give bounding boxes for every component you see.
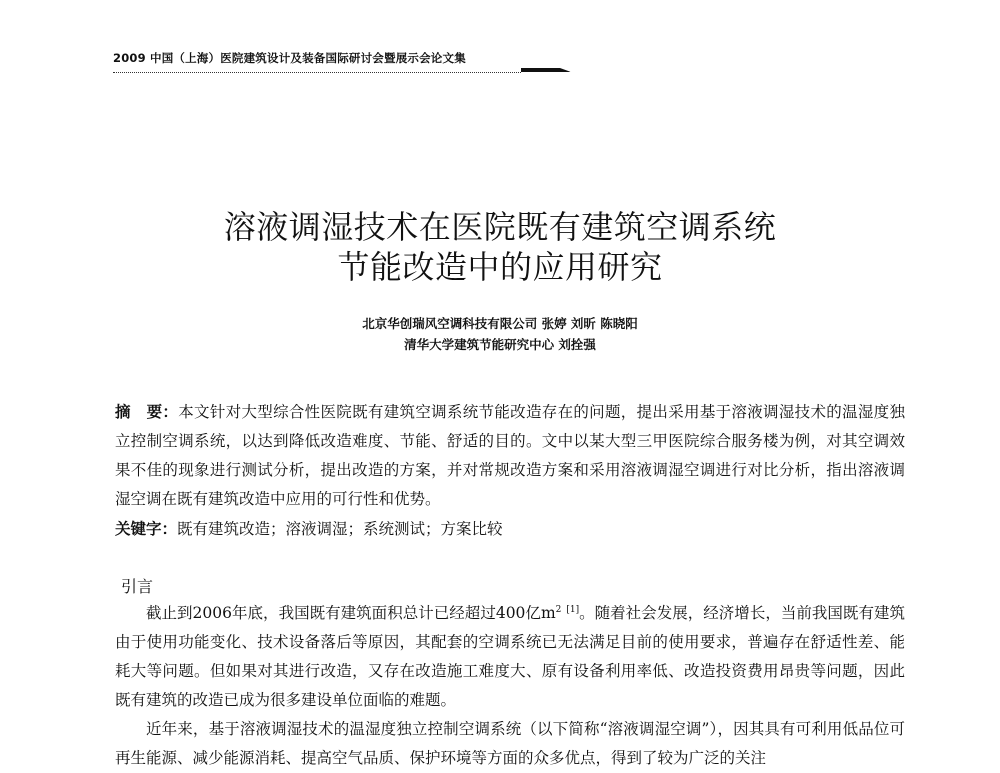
section-heading-introduction: 引言 [121,577,154,596]
header-dotted-rule [113,72,521,73]
keywords-text: 既有建筑改造；溶液调湿；系统测试；方案比较 [177,520,503,538]
header-text: 2009 中国（上海）医院建筑设计及装备国际研讨会暨展示会论文集 [113,51,466,65]
author-affiliation-1: 北京华创瑞风空调科技有限公司 张婷 刘昕 陈晓阳 [362,316,638,331]
title-line-1: 溶液调湿技术在医院既有建筑空调系统 [223,208,777,246]
abstract-label: 摘 要： [115,403,179,421]
abstract [115,398,905,514]
citation-ref-1: [1] [566,604,580,615]
running-header [113,50,513,76]
keywords-label: 关键字： [115,520,178,538]
title-line-2: 节能改造中的应用研究 [337,248,663,286]
keywords [115,515,905,544]
author-affiliation-2: 清华大学建筑节能研究中心 刘拴强 [404,337,596,352]
body-paragraph-2: 近年来，基于溶液调湿技术的温湿度独立控制空调系统（以下简称“溶液调湿空调”），因其具有可利用低品位可再生能源、减少能源消耗、提高空气品质、保护环境等方面的众多优点，得到了较为广泛的关注 [115,720,905,767]
area-unit-superscript: 2 [555,604,562,615]
body-paragraph-1 [115,599,905,715]
abstract-text: 本文针对大型综合性医院既有建筑空调系统节能改造存在的问题，提出采用基于溶液调湿技术的温湿度独立控制空调系统，以达到降低改造难度、节能、舒适的目的。文中以某大型三甲医院综合服务楼为例，对其空调效果不佳的现象进行测试分析，提出改造的方案，并对常规改造方案和采用溶液调湿空调进行对比分析，指出溶液调湿空调在既有建筑改造中应用的可行性和优势。 [115,403,905,508]
header-bar-decoration [521,68,571,72]
paragraph-1-start: 截止到2006年底，我国既有建筑面积总计已经超过400亿m [146,604,556,622]
paragraph-1-end: 。随着社会发展，经济增长，当前我国既有建筑由于使用功能变化、技术设备落后等原因，其配套的空调系统已无法满足目前的使用要求，普遍存在舒适性差、能耗大等问题。但如果对其进行改造，又存在改造施工难度大、原有设备利用率低、改造投资费用昂贵等问题，因此既有建筑的改造已成为很多建设单位面临的难题。 [115,604,905,709]
